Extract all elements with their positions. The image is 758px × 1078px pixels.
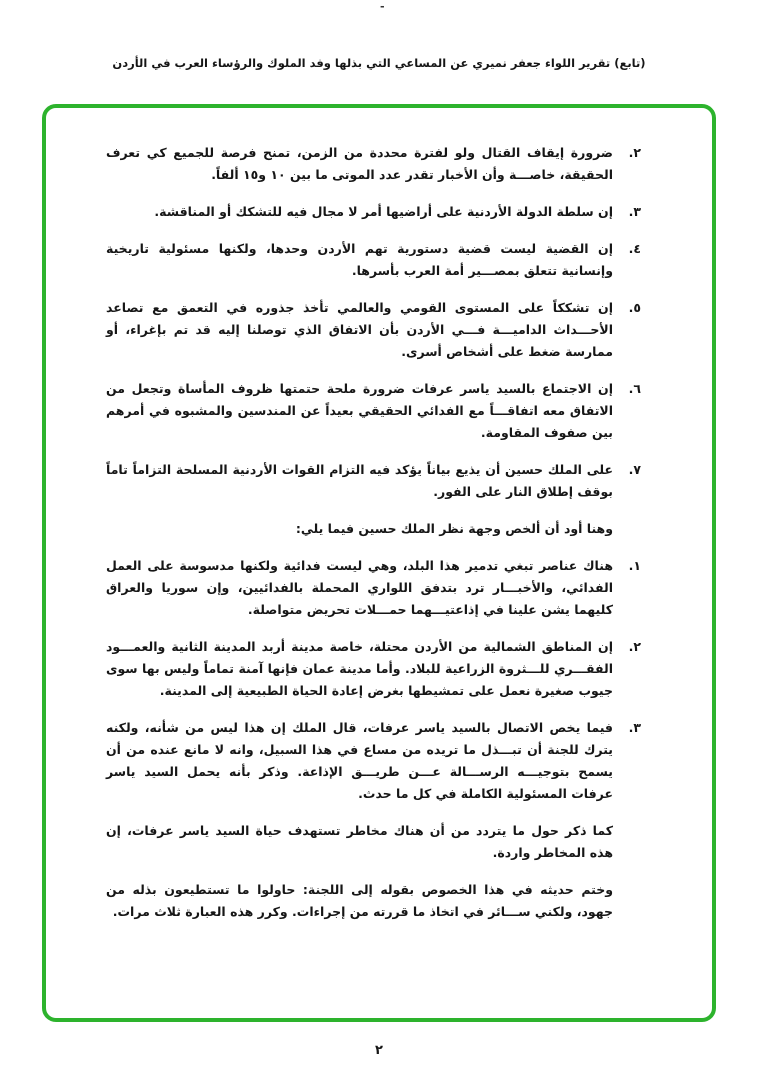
king-point-2 — [106, 636, 641, 702]
item-number: ٣. — [628, 720, 641, 735]
item-number: ٧. — [628, 462, 641, 477]
item-text: إن سلطة الدولة الأردنية على أراضيها أمر لا مجال فيه للتشكك أو المناقشة. — [154, 204, 613, 219]
item-text: فيما يخص الاتصال بالسيد ياسر عرفات، قال الملك إن هذا ليس من شأنه، ولكنه يترك للجنة أن تبـــذل ما تريده من مساع في هذا السبيل، وانه لا مانع عنده من أن يسمح بتوجيـــه الرســـالة عـــن طريـــق الإذاعة. وذكر بأنه يحمل السيد ياسر عرفات المسئولية الكاملة في كل ما حدث. — [106, 720, 613, 801]
report-point-7 — [106, 459, 641, 503]
item-text: إن الاجتماع بالسيد ياسر عرفات ضرورة ملحة حتمتها ظروف المأساة وتجعل من الاتفاق معه اتفاقـــاً مع الفدائي الحقيقي بعيداً عن المندسين والمشبوه في أمرهم بين صفوف المقاومة. — [106, 381, 613, 440]
king-point-1 — [106, 555, 641, 621]
document-body — [106, 142, 641, 938]
page-number: ٢ — [375, 1043, 383, 1058]
report-point-2 — [106, 142, 641, 186]
item-number: ٥. — [628, 300, 641, 315]
closing-paragraph-2: وختم حديثه في هذا الخصوص بقوله إلى اللجنة: حاولوا ما تستطيعون بذله من جهود، ولكني ســـائر في اتخاذ ما قررته من إجراءات. وكرر هذه العبارة ثلاث مرات. — [106, 882, 613, 919]
report-point-5 — [106, 297, 641, 363]
report-point-3 — [106, 201, 641, 223]
item-text: ضرورة إيقاف القتال ولو لفترة محددة من الزمن، تمنح فرصة للجميع كي تعرف الحقيقة، خاصـــة وأن الأخبار تقدر عدد الموتى ما بين ١٠ و١٥ ألفاً. — [106, 145, 613, 182]
transition-paragraph: وهنا أود أن ألخص وجهة نظر الملك حسين فيما يلي: — [295, 521, 613, 536]
item-text: إن المناطق الشمالية من الأردن محتلة، خاصة مدينة أربد المدينة الثانية والعمـــود الفقـــري للـــثروة الزراعية للبلاد. وأما مدينة عمان فإنها آمنة تماماً وليس بها سوى جيوب صغيرة نعمل على تمشيطها بغرض إعادة الحياة الطبيعية إلى المدينة. — [106, 639, 613, 698]
item-number: ٢. — [628, 145, 641, 160]
item-number: ٣. — [628, 204, 641, 219]
item-text: إن تشككاً على المستوى القومي والعالمي تأخذ جذوره في التعمق مع تصاعد الأحـــداث الداميـــة فـــي الأردن بأن الاتفاق الذي توصلنا إليه قد تم بإغراء، أو ممارسة ضغط على أشخاص أسرى. — [106, 300, 613, 359]
item-text: إن القضية ليست قضية دستورية تهم الأردن وحدها، ولكنها مسئولية تاريخية وإنسانية تتعلق بمصـــير أمة العرب بأسرها. — [106, 241, 613, 278]
item-text: على الملك حسين أن يذيع بياناً يؤكد فيه التزام القوات الأردنية المسلحة التزاماً تاماً بوقف إطلاق النار على الفور. — [106, 462, 613, 499]
document-title: (تابع) تقرير اللواء جعفر نميري عن المساعي التي بذلها وفد الملوك والرؤساء العرب في الأردن — [112, 56, 646, 70]
item-text: هناك عناصر تبغي تدمير هذا البلد، وهي ليست فدائية ولكنها مدسوسة على العمل الفدائي، والأخبـــار ترد بتدفق اللواري المحملة بالفدائيين، وإن سوريا والعراق كليهما يشن علينا في إذاعتيـــهما حمـــلات تحريض متواصلة. — [106, 558, 613, 617]
report-point-6 — [106, 378, 641, 444]
king-point-3 — [106, 717, 641, 805]
item-number: ١. — [628, 558, 641, 573]
item-number: ٢. — [628, 639, 641, 654]
content-border-frame — [42, 104, 716, 1022]
scan-artifact-mark: - — [380, 0, 385, 13]
report-point-4 — [106, 238, 641, 282]
item-number: ٤. — [628, 241, 641, 256]
item-number: ٦. — [628, 381, 641, 396]
closing-paragraph-1: كما ذكر حول ما يتردد من أن هناك مخاطر تستهدف حياة السيد ياسر عرفات، إن هذه المخاطر واردة. — [106, 823, 613, 860]
